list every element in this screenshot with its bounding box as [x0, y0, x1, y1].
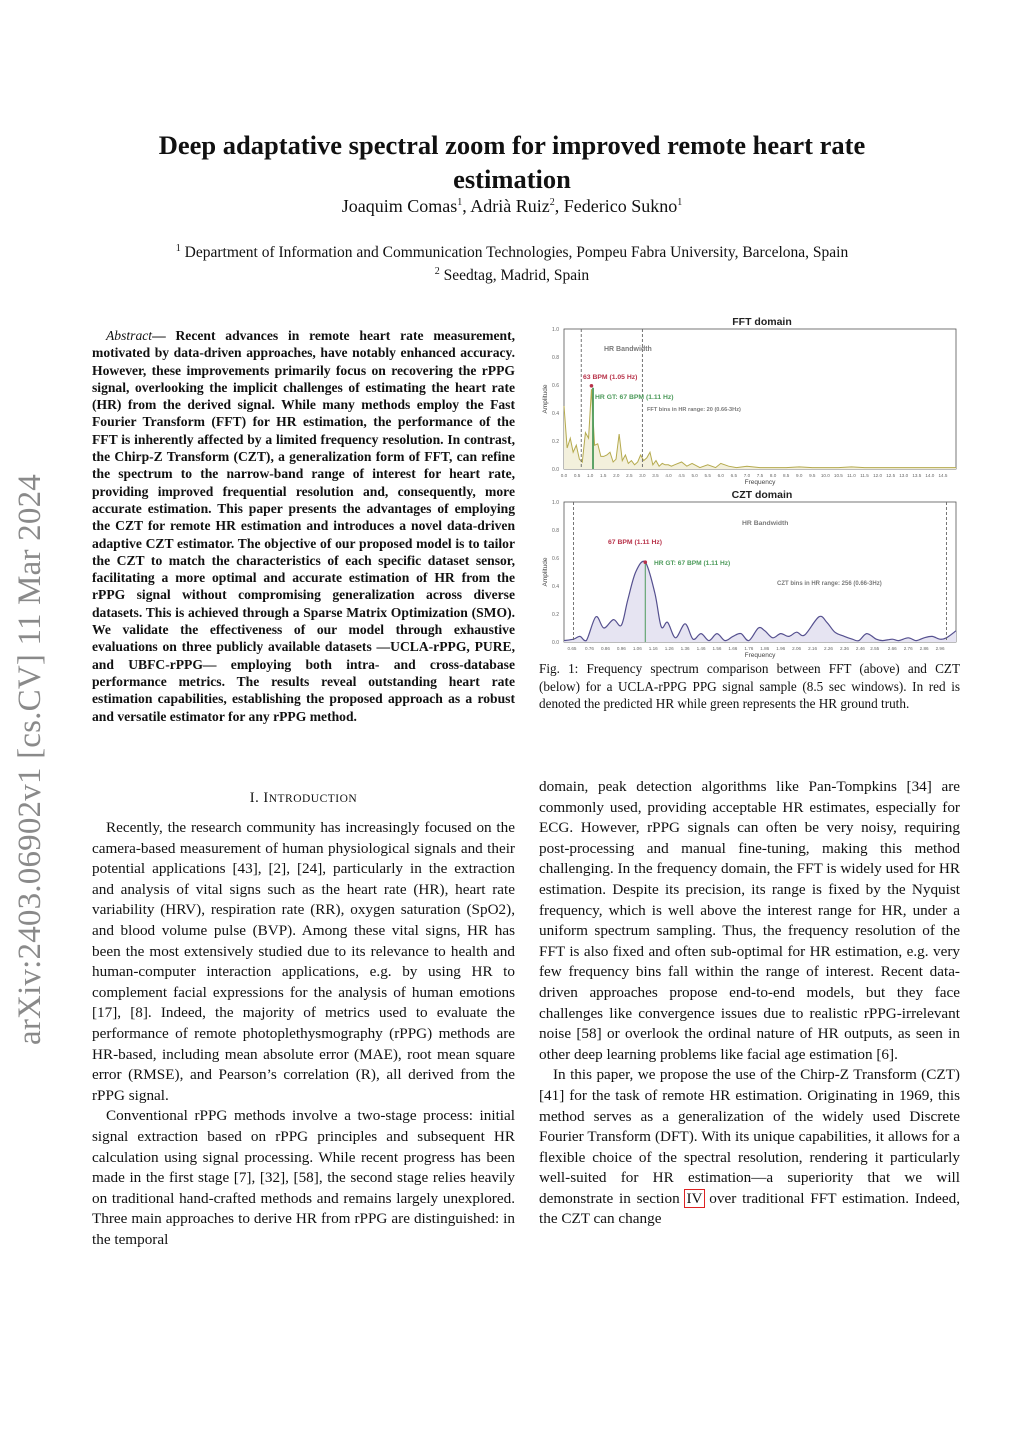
y-tick-label: 0.8 [552, 355, 559, 361]
paragraph: domain, peak detection algorithms like Pan-Tompkins [34] are commonly used, providing acceptable HR estimates, especially for ECG. However, rPPG signals can often be very noisy, requiring post-processing and manual fine-tuning, making this method challenging. In the frequency domain, the FFT is widely used for HR estimation. Despite its precision, its range is fixed by the Nyquist frequency, which is well above the interest range for HR, under a uniform spectrum sampling. Thus, the frequency resolution of the FFT is also fixed and often sub-optimal for HR estimation, e.g. very few frequency bins fall within the range of interest. Recent data-driven approaches propose end-to-end models, but they face challenges like convergence issues due to realistic rPPG-irrelevant noise [58] or overlook the ordinal nature of HR outputs, as seen in other deep learning problems like facial age estimation [6]. [539, 778, 960, 1063]
author-list: Joaquim Comas$^1$, Adrià Ruiz$^2$, Federico Sukno$^1$ [341, 196, 683, 216]
x-tick-label: 14.0 [925, 473, 935, 478]
x-axis-label: Frequency [744, 652, 776, 659]
x-tick-label: 1.86 [760, 646, 770, 651]
section-heading-introduction: I. INTRODUCTION [249, 790, 358, 806]
czt-spectrum-chart [540, 488, 962, 660]
paragraph: Recently, the research community has increasingly focused on the camera-based measurement of human physiological signals and their potential applications [43], [2], [24], particularly in the extraction and analysis of vital signs such as the heart rate (HR), heart rate variability (HRV), respiration rate (RR), oxygen saturation (SpO2), and blood volume pulse (BVP). Among these vital signs, HR has been the most extensively studied due to its relevance to health and human-computer interaction applications, e.g. by using HR to complement facial expressions for the analysis of human emotions [17], [8]. Indeed, the majority of metrics used to evaluate the performance of remote photoplethysmography (rPPG) methods are HR-based, including mean absolute error (MAE), root mean square error (RMSE), and Pearson’s correlation (R), all derived from the rPPG signal. [92, 819, 515, 1104]
x-tick-label: 3.5 [652, 473, 659, 478]
figure-1-caption: Fig. 1: Frequency spectrum comparison between FFT (above) and CZT (below) for a UCLA-rPPG PPG signal sample (8.5 sec windows). In red is denoted the predicted HR while green represents the HR ground truth. [539, 661, 960, 712]
spectrum-area [564, 389, 956, 469]
section-reference-link[interactable]: IV [686, 1189, 703, 1207]
x-tick-label: 0.65 [567, 646, 577, 651]
y-tick-label: 0.6 [552, 556, 559, 562]
x-tick-label: 5.0 [691, 473, 698, 478]
y-tick-label: 0.8 [552, 528, 559, 534]
y-tick-label: 0.2 [552, 612, 559, 618]
y-tick-label: 0.4 [552, 584, 559, 590]
x-tick-label: 2.36 [839, 646, 849, 651]
chart-annotation: CZT bins in HR range: 256 (0.66-3Hz) [777, 581, 882, 587]
chart-title: CZT domain [731, 489, 793, 501]
x-tick-label: 2.26 [824, 646, 833, 651]
abstract: Abstract— Recent advances in remote heart rate measurement, motivated by data-driven approaches, have notably enhanced accuracy. However, these improvements primarily focus on recovering the rPPG signal, overlooking the implicit challenges of estimating the heart rate (HR) from the derived signal. While many methods employ the Fast Fourier Transform (FFT) for HR estimation, the performance of the FFT is inherently affected by a limited frequency resolution. In contrast, the Chirp-Z Transform (CZT), a generalization form of FFT, can refine the spectrum to the narrow-band range of interest for heart rate, providing improved frequential resolution and, consequently, more accurate estimation. This paper presents the advantages of employing the CZT for remote HR estimation and introduces a novel data-driven adaptive CZT estimator. The objective of our proposed model is to tailor the CZT to match the characteristics of each specific dataset sensor, facilitating a more optimal and accurate estimation of HR from the rPPG signal without compromising generalization across diverse datasets. This is achieved through a Sparse Matrix Optimization (SMO). We validate the effectiveness of our model through exhaustive evaluations on three publicly available datasets —UCLA-rPPG, PURE, and UBFC-rPPG— employing both intra- and cross-database performance metrics. The results reveal outstanding heart rate estimation capabilities, establishing the proposed approach as a robust and versatile estimator for any rPPG method. [92, 328, 515, 724]
x-tick-label: 2.86 [919, 646, 929, 651]
chart-annotation: 63 BPM (1.05 Hz) [583, 374, 638, 381]
introduction-left-column [92, 818, 515, 1250]
spectrum-area [564, 561, 956, 642]
x-tick-label: 2.0 [613, 473, 620, 478]
abstract-label: Abstract [106, 328, 153, 343]
x-tick-label: 4.5 [678, 473, 685, 478]
x-tick-label: 2.76 [903, 646, 913, 651]
y-tick-label: 1.0 [552, 500, 559, 506]
x-tick-label: 0.86 [600, 646, 610, 651]
chart-annotation: HR GT: 67 BPM (1.11 Hz) [595, 394, 674, 401]
x-tick-label: 1.26 [664, 646, 674, 651]
x-tick-label: 1.76 [744, 646, 754, 651]
affiliation-2: $^2$ Seedtag, Madrid, Spain [434, 265, 590, 284]
x-tick-label: 11.5 [860, 473, 869, 478]
arxiv-identifier-stamp: arXiv:2403.06902v1 [cs.CV] 11 Mar 2024 [12, 474, 48, 1045]
x-tick-label: 1.56 [712, 646, 722, 651]
x-tick-label: 2.96 [935, 646, 945, 651]
x-tick-label: 12.5 [886, 473, 896, 478]
y-tick-label: 0.4 [552, 411, 559, 417]
author-name: Federico Sukno [563, 196, 678, 216]
x-tick-label: 0.0 [560, 473, 568, 478]
x-tick-label: 7.5 [756, 473, 764, 478]
chart-annotation: FFT bins in HR range: 20 (0.66-3Hz) [647, 407, 741, 413]
x-tick-label: 10.5 [833, 473, 843, 478]
x-tick-label: 1.06 [632, 646, 642, 651]
x-tick-label: 2.66 [887, 646, 897, 651]
x-tick-label: 11.0 [847, 473, 856, 478]
x-tick-label: 1.36 [680, 646, 690, 651]
introduction-right-column [539, 777, 960, 1230]
fft-spectrum-chart [540, 315, 962, 487]
predicted-peak-marker [590, 384, 594, 388]
x-tick-label: 12.0 [873, 473, 883, 478]
x-tick-label: 2.46 [855, 646, 865, 651]
x-tick-label: 6.5 [730, 473, 738, 478]
x-tick-label: 9.5 [809, 473, 816, 478]
affiliation-1: $^1$ Department of Information and Communication Technologies, Pompeu Fabra University, Barcelona, Spain [175, 242, 849, 261]
paragraph: In this paper, we propose the use of the Chirp-Z Transform (CZT) [41] for the task of remote HR estimation. Originating in 1969, this method serves as a generalization of the widely used Discrete Fourier Transform (DFT). With its unique capabilities, it allows for a flexible choice of the spectral resolution, rendering it particularly well-suited for HR estimation—a superiority that we will demonstrate in section IV over traditional FFT estimation. Indeed, the CZT can change [539, 1066, 960, 1228]
x-tick-label: 13.0 [899, 473, 909, 478]
y-tick-label: 0.6 [552, 383, 559, 389]
y-axis-label: Amplitude [542, 557, 549, 587]
paragraph: Conventional rPPG methods involve a two-stage process: initial signal extraction based on rPPG principles and subsequent HR calculation using signal processing. While recent progress has been made in the first stage [7], [32], [58], the second stage relies heavily on traditional hand-crafted methods and remains largely unexplored. Three main approaches to derive HR from rPPG are distinguished: in the temporal [92, 1107, 515, 1248]
y-tick-label: 0.2 [552, 439, 559, 445]
x-tick-label: 4.0 [665, 473, 672, 478]
paper-title: Deep adaptative spectral zoom for improved remote heart rate estimation [158, 130, 866, 194]
x-tick-label: 1.46 [696, 646, 706, 651]
chart-annotation: 67 BPM (1.11 Hz) [608, 539, 663, 546]
author-name: Joaquim Comas [341, 196, 458, 216]
chart-annotation: HR Bandwidth [742, 520, 789, 527]
x-tick-label: 0.96 [616, 646, 626, 651]
y-tick-label: 0.0 [552, 467, 559, 473]
x-tick-label: 8.0 [769, 473, 777, 478]
x-tick-label: 3.0 [639, 473, 646, 478]
x-tick-label: 2.16 [808, 646, 818, 651]
x-tick-label: 2.06 [792, 646, 802, 651]
x-tick-label: 9.0 [796, 473, 803, 478]
x-tick-label: 6.0 [717, 473, 724, 478]
x-axis-label: Frequency [744, 479, 776, 486]
x-tick-label: 0.5 [573, 473, 581, 478]
x-tick-label: 8.5 [782, 473, 790, 478]
y-tick-label: 0.0 [552, 640, 559, 646]
x-tick-label: 1.0 [586, 473, 594, 478]
x-tick-label: 1.5 [600, 473, 607, 478]
x-tick-label: 10.0 [820, 473, 830, 478]
chart-annotation: HR Bandwidth [604, 346, 652, 353]
x-tick-label: 13.5 [912, 473, 922, 478]
author-name: Adrià Ruiz [470, 196, 550, 216]
x-tick-label: 2.55 [870, 646, 880, 651]
predicted-peak-marker [643, 560, 647, 564]
x-tick-label: 5.5 [704, 473, 711, 478]
x-tick-label: 2.5 [626, 473, 633, 478]
x-tick-label: 7.0 [743, 473, 751, 478]
x-tick-label: 0.76 [585, 646, 594, 651]
abstract-text: Recent advances in remote heart rate measurement, motivated by data-driven approaches, have notably enhanced accuracy. However, these improvements primarily focus on recovering the rPPG signal, overlooking the implicit challenges of estimating the heart rate (HR) from the derived signal. While many methods employ the Fast Fourier Transform (FFT) for HR estimation, the performance of the FFT is inherently affected by a limited frequency resolution. In contrast, the Chirp-Z Transform (CZT), a generalization form of FFT, can refine the spectrum to the narrow-band range of interest for heart rate, providing improved frequential resolution and, consequently, more accurate estimation. This paper presents the advantages of employing the CZT for remote HR estimation and introduces a novel data-driven adaptive CZT estimator. The objective of our proposed model is to tailor the CZT to match the characteristics of each specific dataset sensor, facilitating a more optimal and accurate estimation of HR from the rPPG signal without compromising generalization across diverse datasets. This is achieved through a Sparse Matrix Optimization (SMO). We validate the effectiveness of our model through exhaustive evaluations on three publicly available datasets —UCLA-rPPG, PURE, and UBFC-rPPG— employing both intra- and cross-database performance metrics. The results reveal outstanding heart rate estimation capabilities, establishing the proposed approach as a robust and versatile estimator for any rPPG method. [92, 328, 515, 724]
y-axis-label: Amplitude [542, 384, 549, 414]
x-tick-label: 1.66 [728, 646, 738, 651]
chart-title: FFT domain [732, 316, 792, 328]
x-tick-label: 1.16 [648, 646, 658, 651]
x-tick-label: 1.96 [776, 646, 786, 651]
x-tick-label: 14.5 [938, 473, 948, 478]
y-tick-label: 1.0 [552, 327, 559, 333]
chart-annotation: HR GT: 67 BPM (1.11 Hz) [654, 560, 731, 567]
